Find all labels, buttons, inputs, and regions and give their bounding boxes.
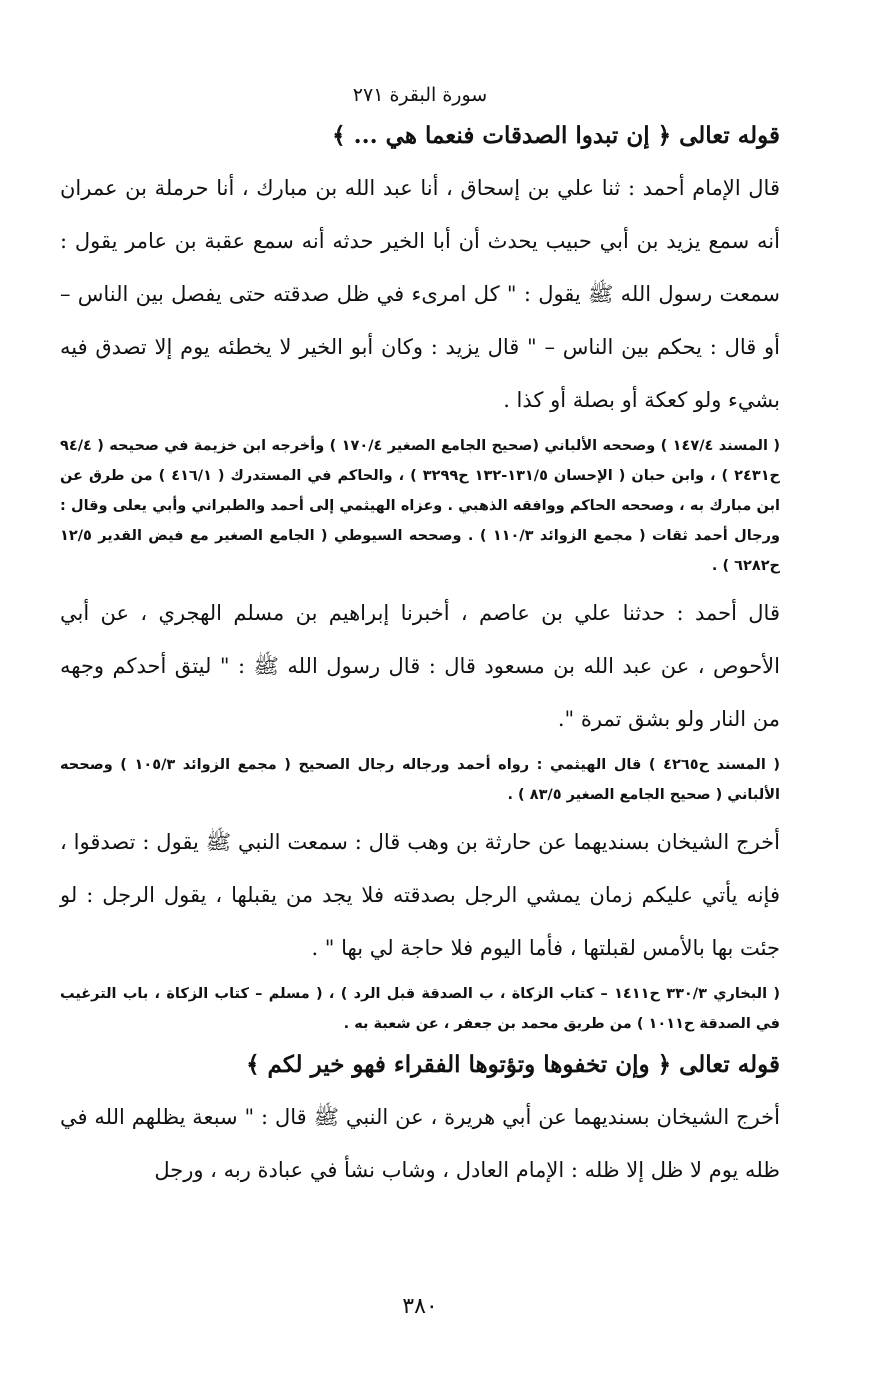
section-heading: قوله تعالى ﴿ إن تبدوا الصدقات فنعما هي ... ﴾ — [332, 122, 780, 149]
book-page — [60, 82, 780, 1342]
page-number: ٣٨٠ — [402, 1294, 438, 1319]
footnote: ( البخاري ٣٣٠/٣ ح١٤١١ – كتاب الزكاة ، ب الصدقة قبل الرد ) ، ( مسلم – كتاب الزكاة ، باب الترغيب في الصدقة ح١٠١١ ) من طريق محمد بن جعفر ، عن شعبة به . — [60, 986, 781, 1032]
body-paragraph: أخرج الشيخان بسنديهما عن أبي هريرة ، عن النبي ﷺ قال : " سبعة يظلهم الله في ظله يوم لا ظل إلا ظله : الإمام العادل ، وشاب نشأ في عبادة ربه ، ورجل — [60, 1105, 780, 1182]
running-header: سورة البقرة ٢٧١ — [352, 84, 488, 106]
body-paragraph: قال الإمام أحمد : ثنا علي بن إسحاق ، أنا عبد الله بن مبارك ، أنا حرملة بن عمران أنه سمع يزيد بن أبي حبيب يحدث أن أبا الخير حدثه أنه سمع عقبة بن عامر يقول : سمعت رسول الله ﷺ يقول : " كل امرىء في ظل صدقته حتى يفصل بين الناس – أو قال : يحكم بين الناس – " قال يزيد : وكان أبو الخير لا يخطئه يوم إلا تصدق فيه بشيء ولو كعكة أو بصلة أو كذا . — [60, 176, 780, 412]
body-paragraph: قال أحمد : حدثنا علي بن عاصم ، أخبرنا إبراهيم بن مسلم الهجري ، عن أبي الأحوص ، عن عبد الله بن مسعود قال : قال رسول الله ﷺ : " ليتق أحدكم وجهه من النار ولو بشق تمرة ". — [60, 601, 780, 731]
footnote: ( المسند ١٤٧/٤ ) وصححه الألباني (صحيح الجامع الصغير ١٧٠/٤ ) وأخرجه ابن خزيمة في صحيحه ( ٩٤/٤ ح٢٤٣١ ) ، وابن حبان ( الإحسان ١٣١/٥-١٣٢ ح٣٢٩٩ ) ، والحاكم في المستدرك ( ٤١٦/١ ) من طرق عن ابن مبارك به ، وصححه الحاكم ووافقه الذهبي . وعزاه الهيثمي إلى أحمد والطبراني وأبي يعلى وقال : ورجال أحمد ثقات ( مجمع الزوائد ١١٠/٣ ) . وصححه السيوطي ( الجامع الصغير مع فيض القدير ١٢/٥ ح٦٢٨٢ ) . — [60, 438, 780, 574]
footnote: ( المسند ح٤٢٦٥ ) قال الهيثمي : رواه أحمد ورجاله رجال الصحيح ( مجمع الزوائد ١٠٥/٣ ) وصححه الألباني ( صحيح الجامع الصغير ٨٣/٥ ) . — [60, 757, 780, 803]
section-heading: قوله تعالى ﴿ وإن تخفوها وتؤتوها الفقراء فهو خير لكم ﴾ — [246, 1051, 780, 1078]
body-paragraph: أخرج الشيخان بسنديهما عن حارثة بن وهب قال : سمعت النبي ﷺ يقول : تصدقوا ، فإنه يأتي عليكم زمان يمشي الرجل بصدقته فلا يجد من يقبلها ، يقول الرجل : لو جئت بها بالأمس لقبلتها ، فأما اليوم فلا حاجة لي بها " . — [60, 830, 780, 960]
